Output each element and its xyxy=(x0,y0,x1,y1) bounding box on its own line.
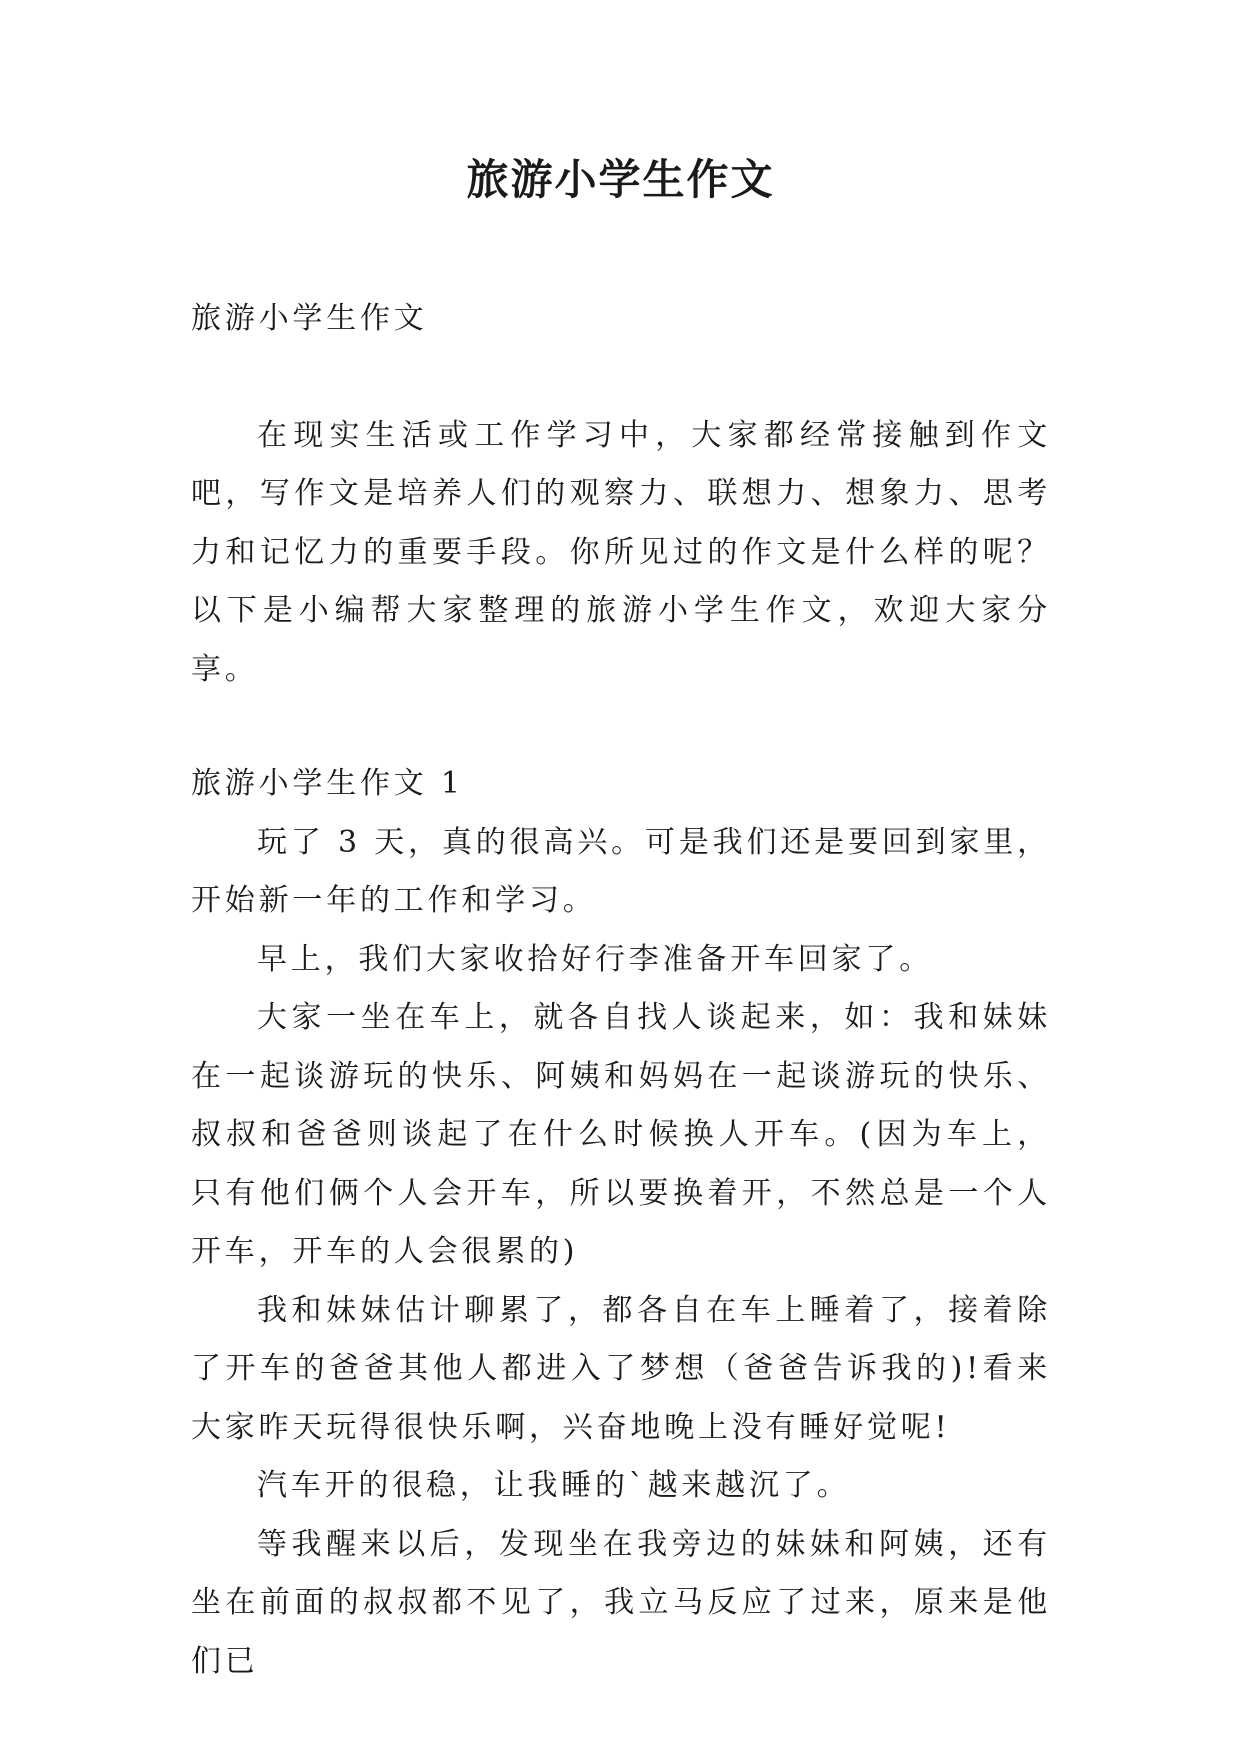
intro-paragraph: 在现实生活或工作学习中，大家都经常接触到作文吧，写作文是培养人们的观察力、联想力、想象力、思考力和记忆力的重要手段。你所见过的作文是什么样的呢？以下是小编帮大家整理的旅游小学生作文，欢迎大家分享。 xyxy=(191,417,1051,687)
body-paragraph: 等我醒来以后，发现坐在我旁边的妹妹和阿姨，还有坐在前面的叔叔都不见了，我立马反应了过来，原来是他们已 xyxy=(191,1526,1051,1679)
document-body xyxy=(191,290,1051,1691)
section-title: 旅游小学生作文 1 xyxy=(191,766,464,801)
spacer xyxy=(191,349,1051,407)
spacer xyxy=(191,699,1051,755)
document-title: 旅游小学生作文 xyxy=(466,155,775,204)
body-paragraph: 汽车开的很稳，让我睡的`越来越沉了。 xyxy=(257,1468,851,1503)
body-paragraph: 玩了 3 天，真的很高兴。可是我们还是要回到家里，开始新一年的工作和学习。 xyxy=(191,824,1051,918)
document-subtitle: 旅游小学生作文 xyxy=(191,301,428,336)
body-paragraph: 早上，我们大家收拾好行李准备开车回家了。 xyxy=(257,941,933,977)
body-paragraph: 大家一坐在车上，就各自找人谈起来，如：我和妹妹在一起谈游玩的快乐、阿姨和妈妈在一起谈游玩的快乐、叔叔和爸爸则谈起了在什么时候换人开车。(因为车上，只有他们俩个人会开车，所以要换着开，不然总是一个人开车，开车的人会很累的) xyxy=(191,1000,1051,1269)
body-paragraph: 我和妹妹估计聊累了，都各自在车上睡着了，接着除了开车的爸爸其他人都进入了梦想（爸爸告诉我的)!看来大家昨天玩得很快乐啊，兴奋地晚上没有睡好觉呢! xyxy=(191,1292,1051,1445)
